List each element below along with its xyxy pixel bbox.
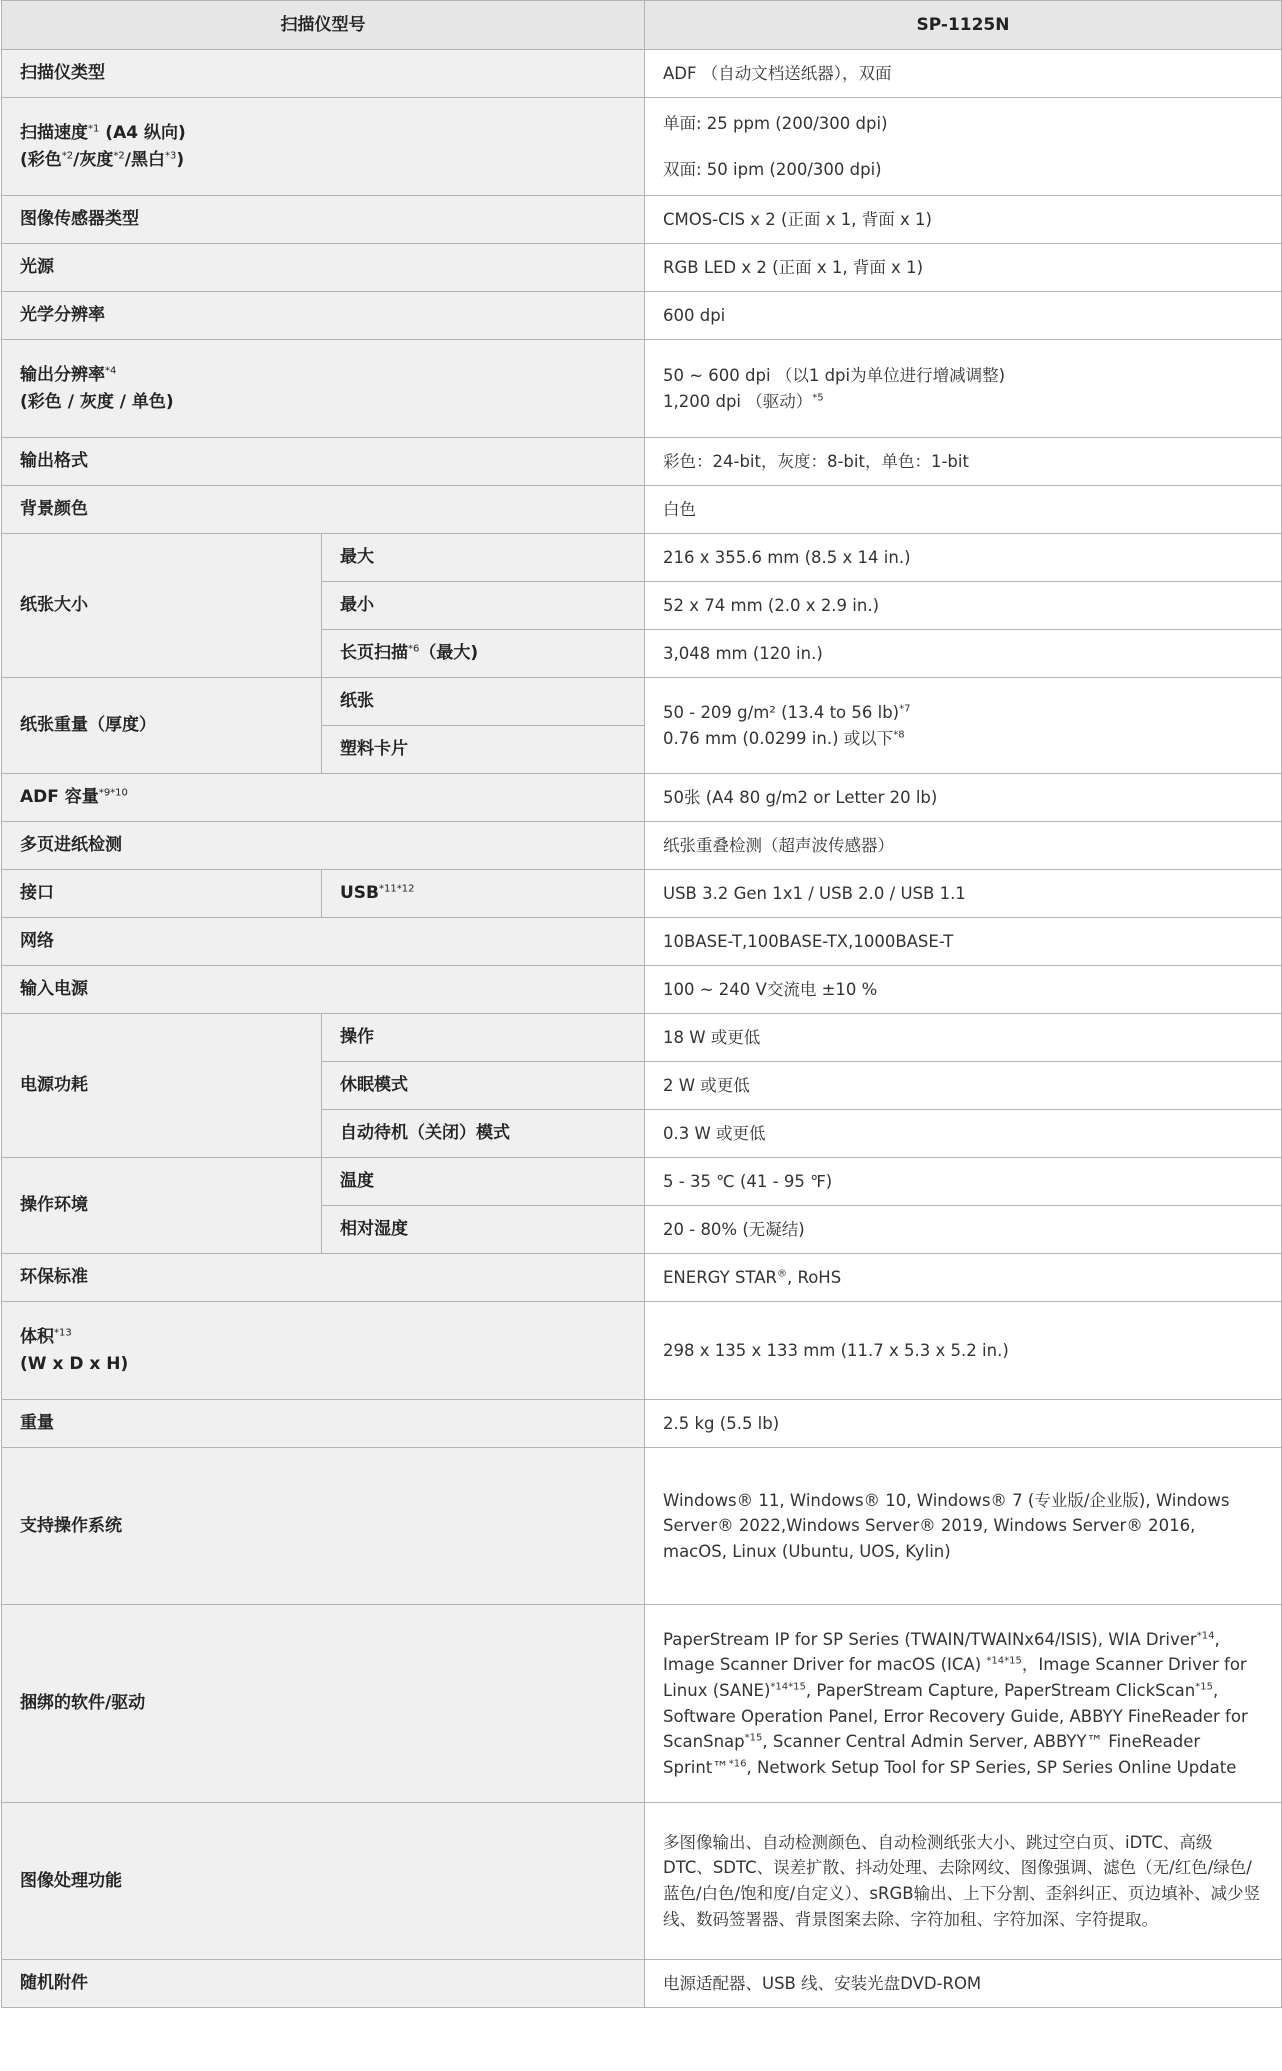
supported-os-value: Windows® 11, Windows® 10, Windows® 7 (专业版/企业版), Windows Server® 2022,Windows Server® 2019, Windows Server® 2016, macOS, Linux (Ubuntu, UOS, Kylin) bbox=[645, 1448, 1282, 1605]
header-model-label: 扫描仪型号 bbox=[2, 1, 645, 50]
row-accessories bbox=[2, 1960, 1282, 2008]
multifeed-value: 纸张重叠检测（超声波传感器） bbox=[645, 822, 1282, 870]
power-sleep-value: 2 W 或更低 bbox=[645, 1062, 1282, 1110]
power-operating-value: 18 W 或更低 bbox=[645, 1014, 1282, 1062]
row-background-color bbox=[2, 486, 1282, 534]
weight-label: 重量 bbox=[2, 1400, 645, 1448]
row-output-format bbox=[2, 438, 1282, 486]
paper-size-label: 纸张大小 bbox=[2, 534, 322, 678]
row-image-processing bbox=[2, 1803, 1282, 1960]
scanner-type-value: ADF （自动文档送纸器），双面 bbox=[645, 50, 1282, 98]
scan-speed-value bbox=[645, 98, 1282, 196]
output-resolution-label: 输出分辨率$^{*4}$ (彩色 / 灰度 / 单色) bbox=[2, 340, 645, 438]
paper-size-max-value: 216 x 355.6 mm (8.5 x 14 in.) bbox=[645, 534, 1282, 582]
env-temperature-value: 5 - 35 ℃ (41 - 95 ℉) bbox=[645, 1158, 1282, 1206]
power-auto-standby-label: 自动待机（关闭）模式 bbox=[322, 1110, 645, 1158]
adf-capacity-label: ADF 容量$^{*9*10}$ bbox=[2, 774, 645, 822]
power-auto-standby-value: 0.3 W 或更低 bbox=[645, 1110, 1282, 1158]
row-scan-speed bbox=[2, 98, 1282, 196]
row-interface bbox=[2, 870, 1282, 918]
paper-weight-paper-label: 纸张 bbox=[322, 678, 645, 726]
row-network bbox=[2, 918, 1282, 966]
paper-size-max-label: 最大 bbox=[322, 534, 645, 582]
image-sensor-label: 图像传感器类型 bbox=[2, 196, 645, 244]
environment-label: 操作环境 bbox=[2, 1158, 322, 1254]
env-humidity-label: 相对湿度 bbox=[322, 1206, 645, 1254]
interface-usb-label: $USB^{*11*12}$ bbox=[322, 870, 645, 918]
image-sensor-value: CMOS-CIS x 2 (正面 x 1, 背面 x 1) bbox=[645, 196, 1282, 244]
row-power-operating bbox=[2, 1014, 1282, 1062]
light-source-label: 光源 bbox=[2, 244, 645, 292]
supported-os-label: 支持操作系统 bbox=[2, 1448, 645, 1605]
scan-speed-duplex: 双面: 50 ipm (200/300 dpi) bbox=[663, 159, 882, 179]
row-scanner-type bbox=[2, 50, 1282, 98]
power-consumption-label: 电源功耗 bbox=[2, 1014, 322, 1158]
scan-speed-simplex: 单面: 25 ppm (200/300 dpi) bbox=[663, 113, 888, 133]
header-row bbox=[2, 1, 1282, 50]
row-paper-weight-paper bbox=[2, 678, 1282, 726]
row-multifeed bbox=[2, 822, 1282, 870]
image-processing-label: 图像处理功能 bbox=[2, 1803, 645, 1960]
row-bundled-software bbox=[2, 1605, 1282, 1803]
paper-size-min-label: 最小 bbox=[322, 582, 645, 630]
paper-size-long-label: 长页扫描$^{*6}$（最大) bbox=[322, 630, 645, 678]
network-value: 10BASE-T,100BASE-TX,1000BASE-T bbox=[645, 918, 1282, 966]
optical-resolution-label: 光学分辨率 bbox=[2, 292, 645, 340]
eco-standard-label: 环保标准 bbox=[2, 1254, 645, 1302]
spec-table bbox=[1, 0, 1282, 2008]
eco-standard-value: ENERGY STAR®, RoHS bbox=[645, 1254, 1282, 1302]
row-image-sensor bbox=[2, 196, 1282, 244]
adf-capacity-value: 50张 (A4 80 g/m2 or Letter 20 lb) bbox=[645, 774, 1282, 822]
output-format-label: 输出格式 bbox=[2, 438, 645, 486]
row-env-temperature bbox=[2, 1158, 1282, 1206]
row-optical-resolution bbox=[2, 292, 1282, 340]
row-adf-capacity bbox=[2, 774, 1282, 822]
row-light-source bbox=[2, 244, 1282, 292]
background-color-value: 白色 bbox=[645, 486, 1282, 534]
scanner-type-label: 扫描仪类型 bbox=[2, 50, 645, 98]
dimensions-label: 体积$^{*13}$ (W x D x H) bbox=[2, 1302, 645, 1400]
header-model-value: SP-1125N bbox=[645, 1, 1282, 50]
accessories-value: 电源适配器、USB 线、安装光盘DVD-ROM bbox=[645, 1960, 1282, 2008]
paper-weight-label: 纸张重量（厚度） bbox=[2, 678, 322, 774]
paper-size-min-value: 52 x 74 mm (2.0 x 2.9 in.) bbox=[645, 582, 1282, 630]
accessories-label: 随机附件 bbox=[2, 1960, 645, 2008]
scan-speed-label: 扫描速度$^{*1}$ (A4 纵向) (彩色$^{*2}$/灰度$^{*2}$/黑白$^{*3}$) bbox=[2, 98, 645, 196]
power-input-value: 100 ~ 240 V交流电 ±10 % bbox=[645, 966, 1282, 1014]
row-dimensions bbox=[2, 1302, 1282, 1400]
row-weight bbox=[2, 1400, 1282, 1448]
bundled-software-value: PaperStream IP for SP Series (TWAIN/TWAINx64/ISIS), WIA Driver$^{*14}$, Image Scanner Driver for macOS (ICA) $^{*14*15}$，Image Scanner Driver for Linux (SANE)$^{*14*15}$, PaperStream Capture, PaperStream ClickScan$^{*15}$, Software Operation Panel, Error Recovery Guide, ABBYY FineReader for ScanSnap$^{*15}$, Scanner Central Admin Server, ABBYY™ FineReader Sprint™$^{*16}$, Network Setup Tool for SP Series, SP Series Online Update bbox=[645, 1605, 1282, 1803]
interface-label: 接口 bbox=[2, 870, 322, 918]
image-processing-value: 多图像输出、自动检测颜色、自动检测纸张大小、跳过空白页、iDTC、高级 DTC、SDTC、误差扩散、抖动处理、去除网纹、图像强调、滤色（无/红色/绿色/蓝色/白色/饱和度/自定义）、sRGB输出、上下分割、歪斜纠正、页边填补、减少竖线、数码签署器、背景图案去除、字符加租、字符加深、字符提取。 bbox=[645, 1803, 1282, 1960]
light-source-value: RGB LED x 2 (正面 x 1, 背面 x 1) bbox=[645, 244, 1282, 292]
network-label: 网络 bbox=[2, 918, 645, 966]
background-color-label: 背景颜色 bbox=[2, 486, 645, 534]
multifeed-label: 多页进纸检测 bbox=[2, 822, 645, 870]
env-temperature-label: 温度 bbox=[322, 1158, 645, 1206]
weight-value: 2.5 kg (5.5 lb) bbox=[645, 1400, 1282, 1448]
dimensions-value: 298 x 135 x 133 mm (11.7 x 5.3 x 5.2 in.) bbox=[645, 1302, 1282, 1400]
paper-weight-card-label: 塑料卡片 bbox=[322, 726, 645, 774]
optical-resolution-value: 600 dpi bbox=[645, 292, 1282, 340]
output-format-value: 彩色：24-bit，灰度：8-bit，单色：1-bit bbox=[645, 438, 1282, 486]
output-resolution-value: 50 ~ 600 dpi （以1 dpi为单位进行增减调整) 1,200 dpi （驱动）$^{*5}$ bbox=[645, 340, 1282, 438]
interface-value: USB 3.2 Gen 1x1 / USB 2.0 / USB 1.1 bbox=[645, 870, 1282, 918]
power-input-label: 输入电源 bbox=[2, 966, 645, 1014]
power-operating-label: 操作 bbox=[322, 1014, 645, 1062]
row-output-resolution bbox=[2, 340, 1282, 438]
row-paper-size-max bbox=[2, 534, 1282, 582]
bundled-software-label: 捆绑的软件/驱动 bbox=[2, 1605, 645, 1803]
env-humidity-value: 20 - 80% (无凝结) bbox=[645, 1206, 1282, 1254]
paper-size-long-value: 3,048 mm (120 in.) bbox=[645, 630, 1282, 678]
power-sleep-label: 休眠模式 bbox=[322, 1062, 645, 1110]
row-power-input bbox=[2, 966, 1282, 1014]
row-supported-os bbox=[2, 1448, 1282, 1605]
paper-weight-value: 50 - 209 g/m² (13.4 to 56 lb)$^{*7}$ 0.76 mm (0.0299 in.) 或以下$^{*8}$ bbox=[645, 678, 1282, 774]
row-eco-standard bbox=[2, 1254, 1282, 1302]
